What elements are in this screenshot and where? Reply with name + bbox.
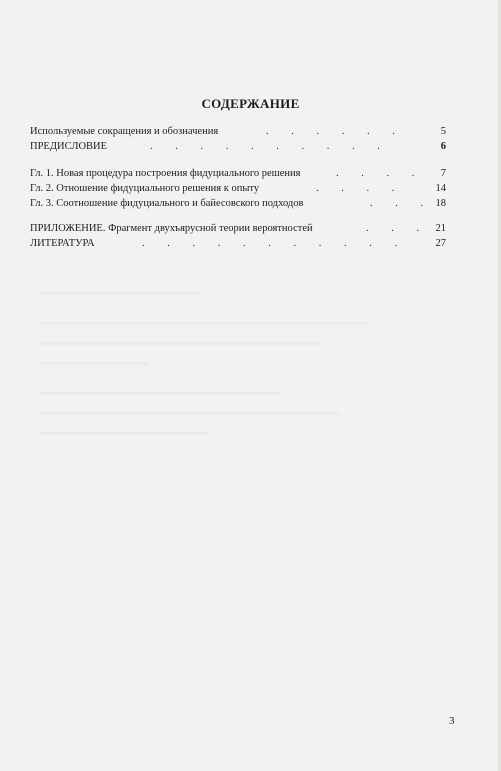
toc-item-chapter-3 xyxy=(30,197,446,211)
leader-dots: . . . xyxy=(370,198,424,209)
show-through-mark xyxy=(40,432,210,435)
toc-item-chapter-2 xyxy=(30,182,446,196)
toc-item-label: Гл. 3. Соотношение фидуциального и байесовского подходов xyxy=(30,198,304,209)
toc-item-page: 27 xyxy=(435,238,446,249)
toc-item-appendix xyxy=(30,222,446,236)
show-through-mark xyxy=(40,362,150,365)
toc-item-page: 18 xyxy=(435,198,446,209)
toc-item-page: 7 xyxy=(440,168,446,179)
toc-item-label: ЛИТЕРАТУРА xyxy=(30,238,95,249)
toc-item-page: 5 xyxy=(440,126,446,137)
toc-item-page: 6 xyxy=(440,141,446,152)
show-through-mark xyxy=(40,322,370,325)
toc-item-label: Гл. 2. Отношение фидуциального решения к опыту xyxy=(30,183,260,194)
toc-item-label: ПРИЛОЖЕНИЕ. Фрагмент двухъярусной теории вероятностей xyxy=(30,223,313,234)
leader-dots: . . . . . . . . . . . xyxy=(142,238,398,249)
toc-item-abbreviations xyxy=(30,125,446,139)
toc-item-preface xyxy=(30,140,446,154)
toc-item-page: 21 xyxy=(435,223,446,234)
toc-item-label: ПРЕДИСЛОВИЕ xyxy=(30,141,108,152)
toc-item-literature xyxy=(30,237,446,251)
show-through-mark xyxy=(40,342,320,345)
show-through-mark xyxy=(40,412,340,415)
toc-item-label: Гл. 1. Новая процедура построения фидуциального решения xyxy=(30,168,301,179)
toc-item-label: Используемые сокращения и обозначения xyxy=(30,126,219,137)
leader-dots: . . . . . . xyxy=(266,126,395,137)
page-title: СОДЕРЖАНИЕ xyxy=(201,96,300,111)
leader-dots: . . . . . . . . . . xyxy=(150,141,380,152)
show-through-mark xyxy=(40,392,280,395)
toc-item-chapter-1 xyxy=(30,167,446,181)
page-number: 3 xyxy=(449,715,455,727)
show-through-mark xyxy=(40,292,200,295)
leader-dots: . . . . xyxy=(336,168,415,179)
leader-dots: . . . . xyxy=(316,183,395,194)
toc-item-page: 14 xyxy=(435,183,446,194)
leader-dots: . . . xyxy=(366,223,420,234)
